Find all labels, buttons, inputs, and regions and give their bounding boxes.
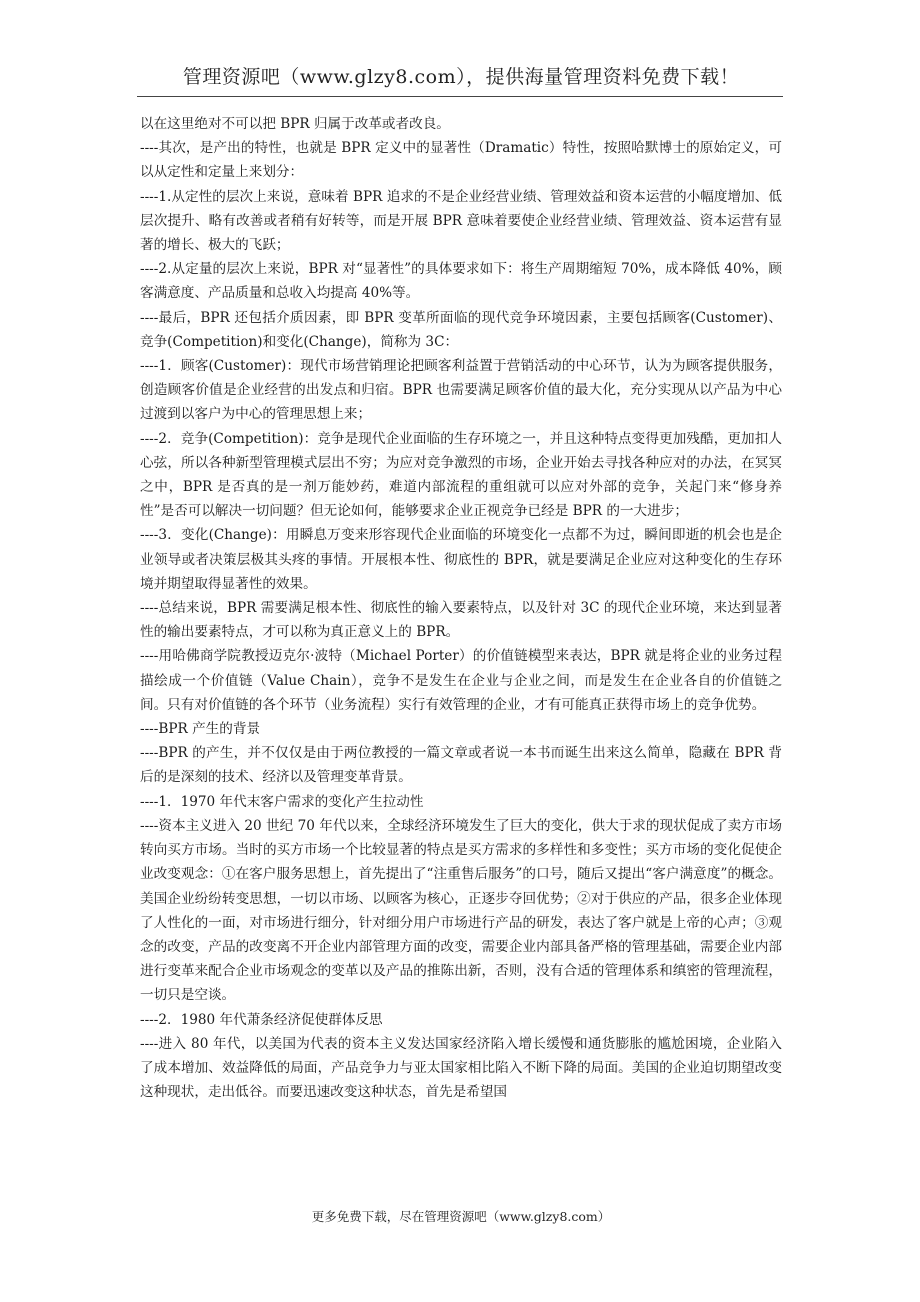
paragraph: ----其次，是产出的特性，也就是 BPR 定义中的显著性（Dramatic）特性，按照哈默博士的原始定义，可以从定性和定量上来划分： — [140, 140, 782, 181]
paragraph: ----3．变化(Change)：用瞬息万变来形容现代企业面临的环境变化一点都不为过，瞬间即逝的机会也是企业领导或者决策层极其头疼的事情。开展根本性、彻底性的 BPR，就是要满足企业应对这种变化的生存环境并期望取得显著性的效果。 — [140, 527, 782, 592]
section-heading: ----BPR 产生的背景 — [140, 721, 261, 738]
paragraph: ----资本主义进入 20 世纪 70 年代以来，全球经济环境发生了巨大的变化，供大于求的现状促成了卖方市场转向买方市场。当时的买方市场一个比较显著的特点是买方需求的多样性和多变性；买方市场的变化促使企业改变观念：①在客户服务思想上，首先提出了“注重售后服务”的口号，随后又提出“客户满意度”的概念。美国企业纷纷转变思想，一切以市场、以顾客为核心，正逐步夺回优势；②对于供应的产品，很多企业体现了人性化的一面，对市场进行细分，针对细分用户市场进行产品的研发，表达了客户就是上帝的心声；③观念的改变，产品的改变离不开企业内部管理方面的改变，需要企业内部具备严格的管理基础，需要企业内部进行变革来配合企业市场观念的变革以及产品的推陈出新，否则，没有合适的管理体系和缜密的管理流程，一切只是空谈。 — [140, 817, 782, 1004]
paragraph: ----1．顾客(Customer)：现代市场营销理论把顾客利益置于营销活动的中心环节，认为为顾客提供服务，创造顾客价值是企业经营的出发点和归宿。BPR 也需要满足顾客价值的最大化，充分实现从以产品为中心过渡到以客户为中心的管理思想上来； — [140, 358, 782, 423]
paragraph: 以在这里绝对不可以把 BPR 归属于改革或者改良。 — [140, 116, 450, 132]
paragraph: ----2.从定量的层次上来说，BPR 对“显著性”的具体要求如下：将生产周期缩短 70%，成本降低 40%，顾客满意度、产品质量和总收入均提高 40%等。 — [140, 261, 782, 302]
paragraph: ----总结来说，BPR 需要满足根本性、彻底性的输入要素特点，以及针对 3C 的现代企业环境，来达到显著性的输出要素特点，才可以称为真正意义上的 BPR。 — [140, 600, 782, 641]
paragraph: ----1.从定性的层次上来说，意味着 BPR 追求的不是企业经营业绩、管理效益和资本运营的小幅度增加、低层次提升、略有改善或者稍有好转等，而是开展 BPR 意味着要使企业经营业绩、管理效益、资本运营有显著的增长、极大的飞跃； — [140, 188, 782, 254]
page-footer: 更多免费下载，尽在管理资源吧（www.glzy8.com） — [311, 1209, 611, 1224]
paragraph: ----进入 80 年代，以美国为代表的资本主义发达国家经济陷入增长缓慢和通货膨胀的尴尬困境，企业陷入了成本增加、效益降低的局面，产品竞争力与亚太国家相比陷入不断下降的局面。美国的企业迫切期望改变这种现状，走出低谷。而要迅速改变这种状态，首先是希望国 — [140, 1035, 782, 1101]
document-body — [140, 112, 782, 1104]
paragraph: ----用哈佛商学院教授迈克尔·波特（Michael Porter）的价值链模型来表达，BPR 就是将企业的业务过程描绘成一个价值链（Value Chain），竞争不是发生在企业与企业之间，而是发生在企业各自的价值链之间。只有对价值链的各个环节（业务流程）实行有效管理的企业，才有可能真正获得市场上的竞争优势。 — [140, 648, 782, 713]
paragraph: ----2．竞争(Competition)：竞争是现代企业面临的生存环境之一，并且这种特点变得更加残酷，更加扣人心弦，所以各种新型管理模式层出不穷；为应对竞争激烈的市场，企业开始去寻找各种应对的办法，在冥冥之中，BPR 是否真的是一剂万能妙药，难道内部流程的重组就可以应对外部的竞争，关起门来“修身养性”是否可以解决一切问题？但无论如何，能够要求企业正视竞争已经是 BPR 的一大进步； — [140, 430, 782, 520]
page-header-title: 管理资源吧（www.glzy8.com），提供海量管理资料免费下载！ — [182, 66, 740, 88]
paragraph: ----最后，BPR 还包括介质因素，即 BPR 变革所面临的现代竞争环境因素，主要包括顾客(Customer)、竞争(Competition)和变化(Change)，简称为 3C： — [140, 309, 782, 350]
section-heading: ----1．1970 年代末客户需求的变化产生拉动性 — [140, 793, 424, 810]
section-heading: ----2．1980 年代萧条经济促使群体反思 — [140, 1011, 383, 1028]
paragraph: ----BPR 的产生，并不仅仅是由于两位教授的一篇文章或者说一本书而诞生出来这么简单，隐藏在 BPR 背后的是深刻的技术、经济以及管理变革背景。 — [140, 745, 782, 786]
header-divider — [137, 96, 783, 97]
